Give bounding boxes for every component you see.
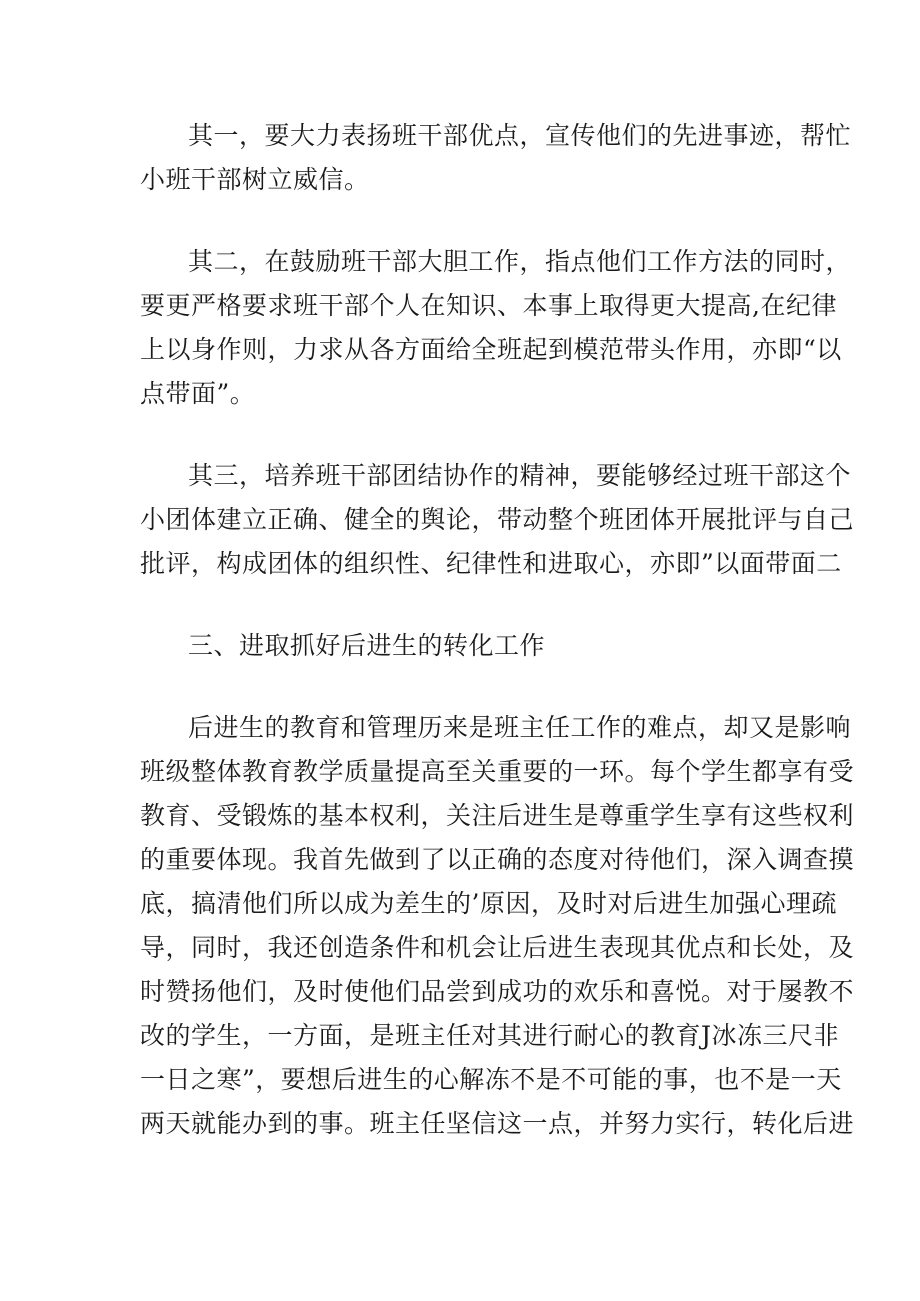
paragraph-4-line-5: 底，搞清他们所以成为差生的’原因，及时对后进生加强心理疏 (140, 889, 837, 918)
paragraph-4-line-3: 教育、受锻炼的基本权利，关注后进生是尊重学生享有这些权利 (140, 801, 855, 830)
paragraph-4-line-7: 时赞扬他们，及时使他们品尝到成功的欢乐和喜悦。对于屡教不 (140, 977, 855, 1006)
section-heading: 三、进取抓好后进生的转化工作 (188, 631, 546, 660)
paragraph-1-line-1: 其一，要大力表扬班干部优点，宣传他们的先进事迹，帮忙 (188, 121, 852, 150)
paragraph-3-line-1: 其三，培养班干部团结协作的精神，要能够经过班干部这个 (188, 461, 852, 490)
paragraph-2-line-1: 其二，在鼓励班干部大胆工作，指点他们工作方法的同时， (188, 247, 852, 276)
paragraph-4-line-2: 班级整体教育教学质量提高至关重要的一环。每个学生都享有受 (140, 757, 855, 786)
paragraph-1-line-2: 小班干部树立威信。 (140, 165, 370, 194)
paragraph-4-line-1: 后进生的教育和管理历来是班主任工作的难点，却又是影响 (188, 713, 852, 742)
paragraph-3-line-2: 小团体建立正确、健全的舆论，带动整个班团体开展批评与自己 (140, 505, 855, 534)
paragraph-4-line-10: 两天就能办到的事。班主任坚信这一点，并努力实行，转化后进 (140, 1109, 855, 1138)
paragraph-2-line-2: 要更严格要求班干部个人在知识、本事上取得更大提高,在纪律 (140, 291, 837, 320)
paragraph-3-line-3: 批评，构成团体的组织性、纪律性和进取心，亦即”以面带面二 (140, 549, 842, 578)
paragraph-2-line-4: 点带面”。 (140, 379, 256, 408)
paragraph-4-line-9: 一日之寒”，要想后进生的心解冻不是不可能的事，也不是一天 (140, 1065, 842, 1094)
paragraph-4-line-6: 导，同时，我还创造条件和机会让后进生表现其优点和长处，及 (140, 933, 855, 962)
paragraph-4-line-8: 改的学生，一方面，是班主任对其进行耐心的教育J冰冻三尺非 (140, 1021, 840, 1050)
paragraph-2-line-3: 上以身作则，力求从各方面给全班起到模范带头作用，亦即“以 (140, 335, 842, 364)
paragraph-4-line-4: 的重要体现。我首先做到了以正确的态度对待他们，深入调查摸 (140, 845, 855, 874)
